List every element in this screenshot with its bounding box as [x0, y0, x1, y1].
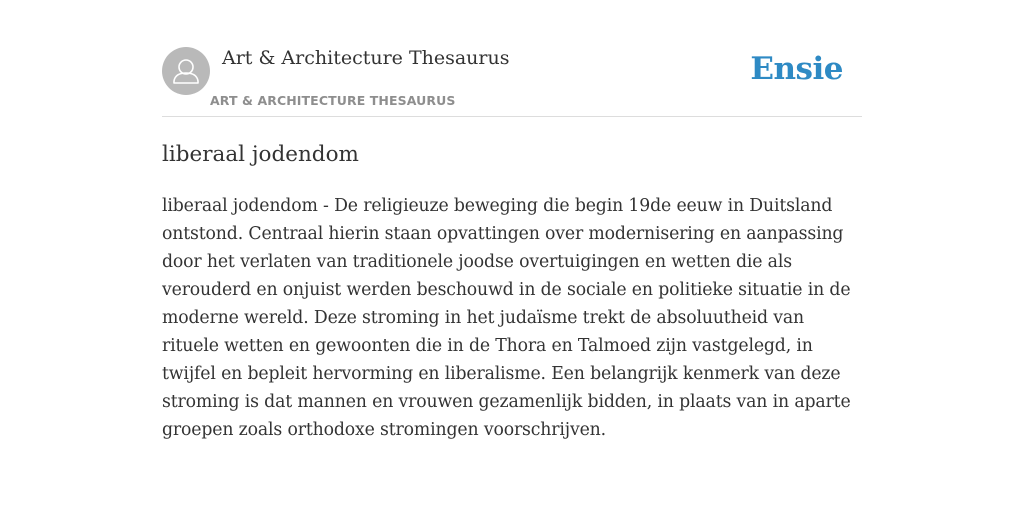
user-silhouette-icon	[162, 47, 210, 95]
source-subtitle: ART & ARCHITECTURE THESAURUS	[210, 93, 456, 108]
source-title-link[interactable]: Art & Architecture Thesaurus	[222, 47, 510, 69]
entry-definition: liberaal jodendom - De religieuze beweging die begin 19de eeuw in Duitsland ontstond. Centraal hierin staan opvattingen over modernisering en aanpassing door het verlaten van traditionele joodse overtuigingen en wetten die als verouderd en onjuist werden beschouwd in de sociale en politieke situatie in de moderne wereld. Deze stroming in het judaïsme trekt de absoluutheid van rituele wetten en gewoonten die in de Thora en Talmoed zijn vastgelegd, in twijfel en bepleit hervorming en liberalisme. Een belangrijk kenmerk van deze stroming is dat mannen en vrouwen gezamenlijk bidden, in plaats van in aparte groepen zoals orthodoxe stromingen voorschrijven.	[162, 196, 851, 440]
user-avatar-icon[interactable]	[162, 47, 210, 95]
entry-term-heading: liberaal jodendom	[162, 142, 359, 167]
ensie-logo[interactable]: Ensie	[750, 51, 843, 87]
source-header	[162, 0, 862, 117]
entry-card	[162, 0, 862, 512]
